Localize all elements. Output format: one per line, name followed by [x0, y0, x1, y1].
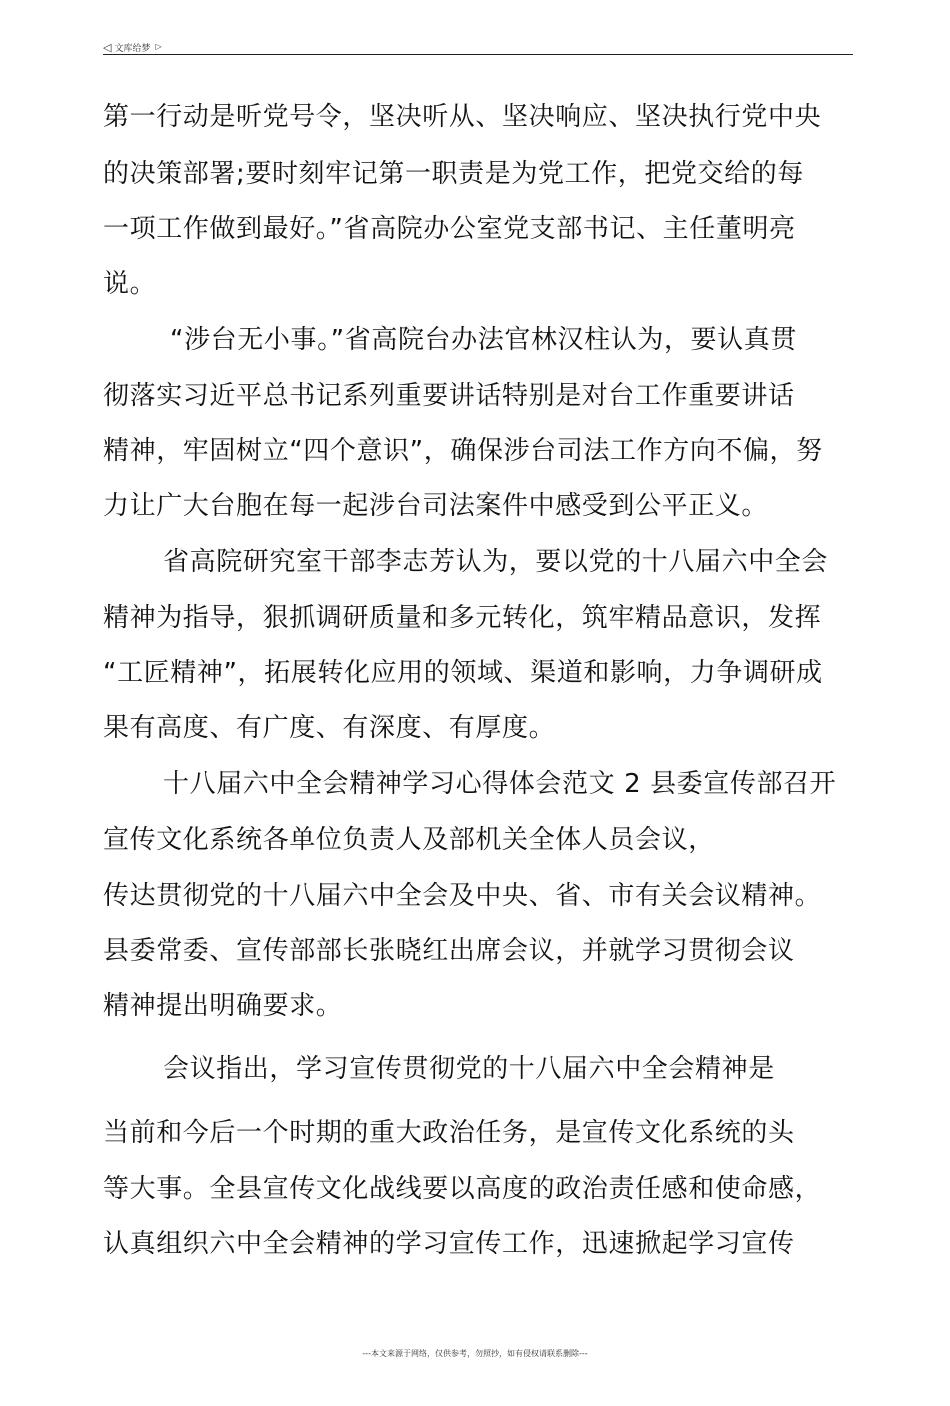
- text-line: 宣传文化系统各单位负责人及部机关全体人员会议，: [103, 825, 715, 855]
- text-line: 力让广大台胞在每一起涉台司法案件中感受到公平正义。: [103, 491, 769, 521]
- text-line: 十八届六中全会精神学习心得体会范文 2 县委宣传部召开: [163, 769, 837, 799]
- right-triangle-icon: ▷: [155, 42, 162, 51]
- text-line: 等大事。全县宣传文化战线要以高度的政治责任感和使命感，: [103, 1174, 822, 1204]
- text-line: 县委常委、宣传部部长张晓红出席会议，并就学习贯彻会议: [103, 936, 795, 966]
- header-divider: [103, 54, 853, 55]
- text-line: 第一行动是听党号令，坚决听从、坚决响应、坚决执行党中央: [103, 102, 822, 132]
- text-line: 认真组织六中全会精神的学习宣传工作，迅速掀起学习宣传: [103, 1229, 795, 1259]
- header-title: 文库给梦: [114, 43, 151, 54]
- text-line: 精神，牢固树立“四个意识”，确保涉台司法工作方向不偏，努: [103, 436, 823, 466]
- text-line: 精神为指导，狠抓调研质量和多元转化，筑牢精品意识，发挥: [103, 603, 822, 633]
- text-line: 传达贯彻党的十八届六中全会及中央、省、市有关会议精神。: [103, 881, 822, 911]
- text-line: 的决策部署;要时刻牢记第一职责是为党工作，把党交给的每: [103, 159, 804, 189]
- text-line: “工匠精神”，拓展转化应用的领域、渠道和影响，力争调研成: [103, 658, 823, 688]
- text-line: 一项工作做到最好。”省高院办公室党支部书记、主任董明亮: [103, 214, 796, 244]
- text-line: 当前和今后一个时期的重大政治任务，是宣传文化系统的头: [103, 1118, 795, 1148]
- text-line: 精神提出明确要求。: [103, 991, 343, 1021]
- left-triangle-icon: ◁: [103, 40, 112, 54]
- text-line: 说。: [103, 269, 157, 299]
- text-line: 会议指出，学习宣传贯彻党的十八届六中全会精神是: [163, 1054, 775, 1084]
- text-line: 彻落实习近平总书记系列重要讲话特别是对台工作重要讲话: [103, 381, 795, 411]
- text-line: 省高院研究室干部李志芳认为，要以党的十八届六中全会: [163, 547, 829, 577]
- page-footer: ---本文来源于网络，仅供参考，勿照抄，如有侵权请联系删除---: [362, 1349, 588, 1358]
- text-line: “涉台无小事。”省高院台办法官林汉柱认为，要认真贯: [170, 325, 797, 355]
- text-line: 果有高度、有广度、有深度、有厚度。: [103, 713, 556, 743]
